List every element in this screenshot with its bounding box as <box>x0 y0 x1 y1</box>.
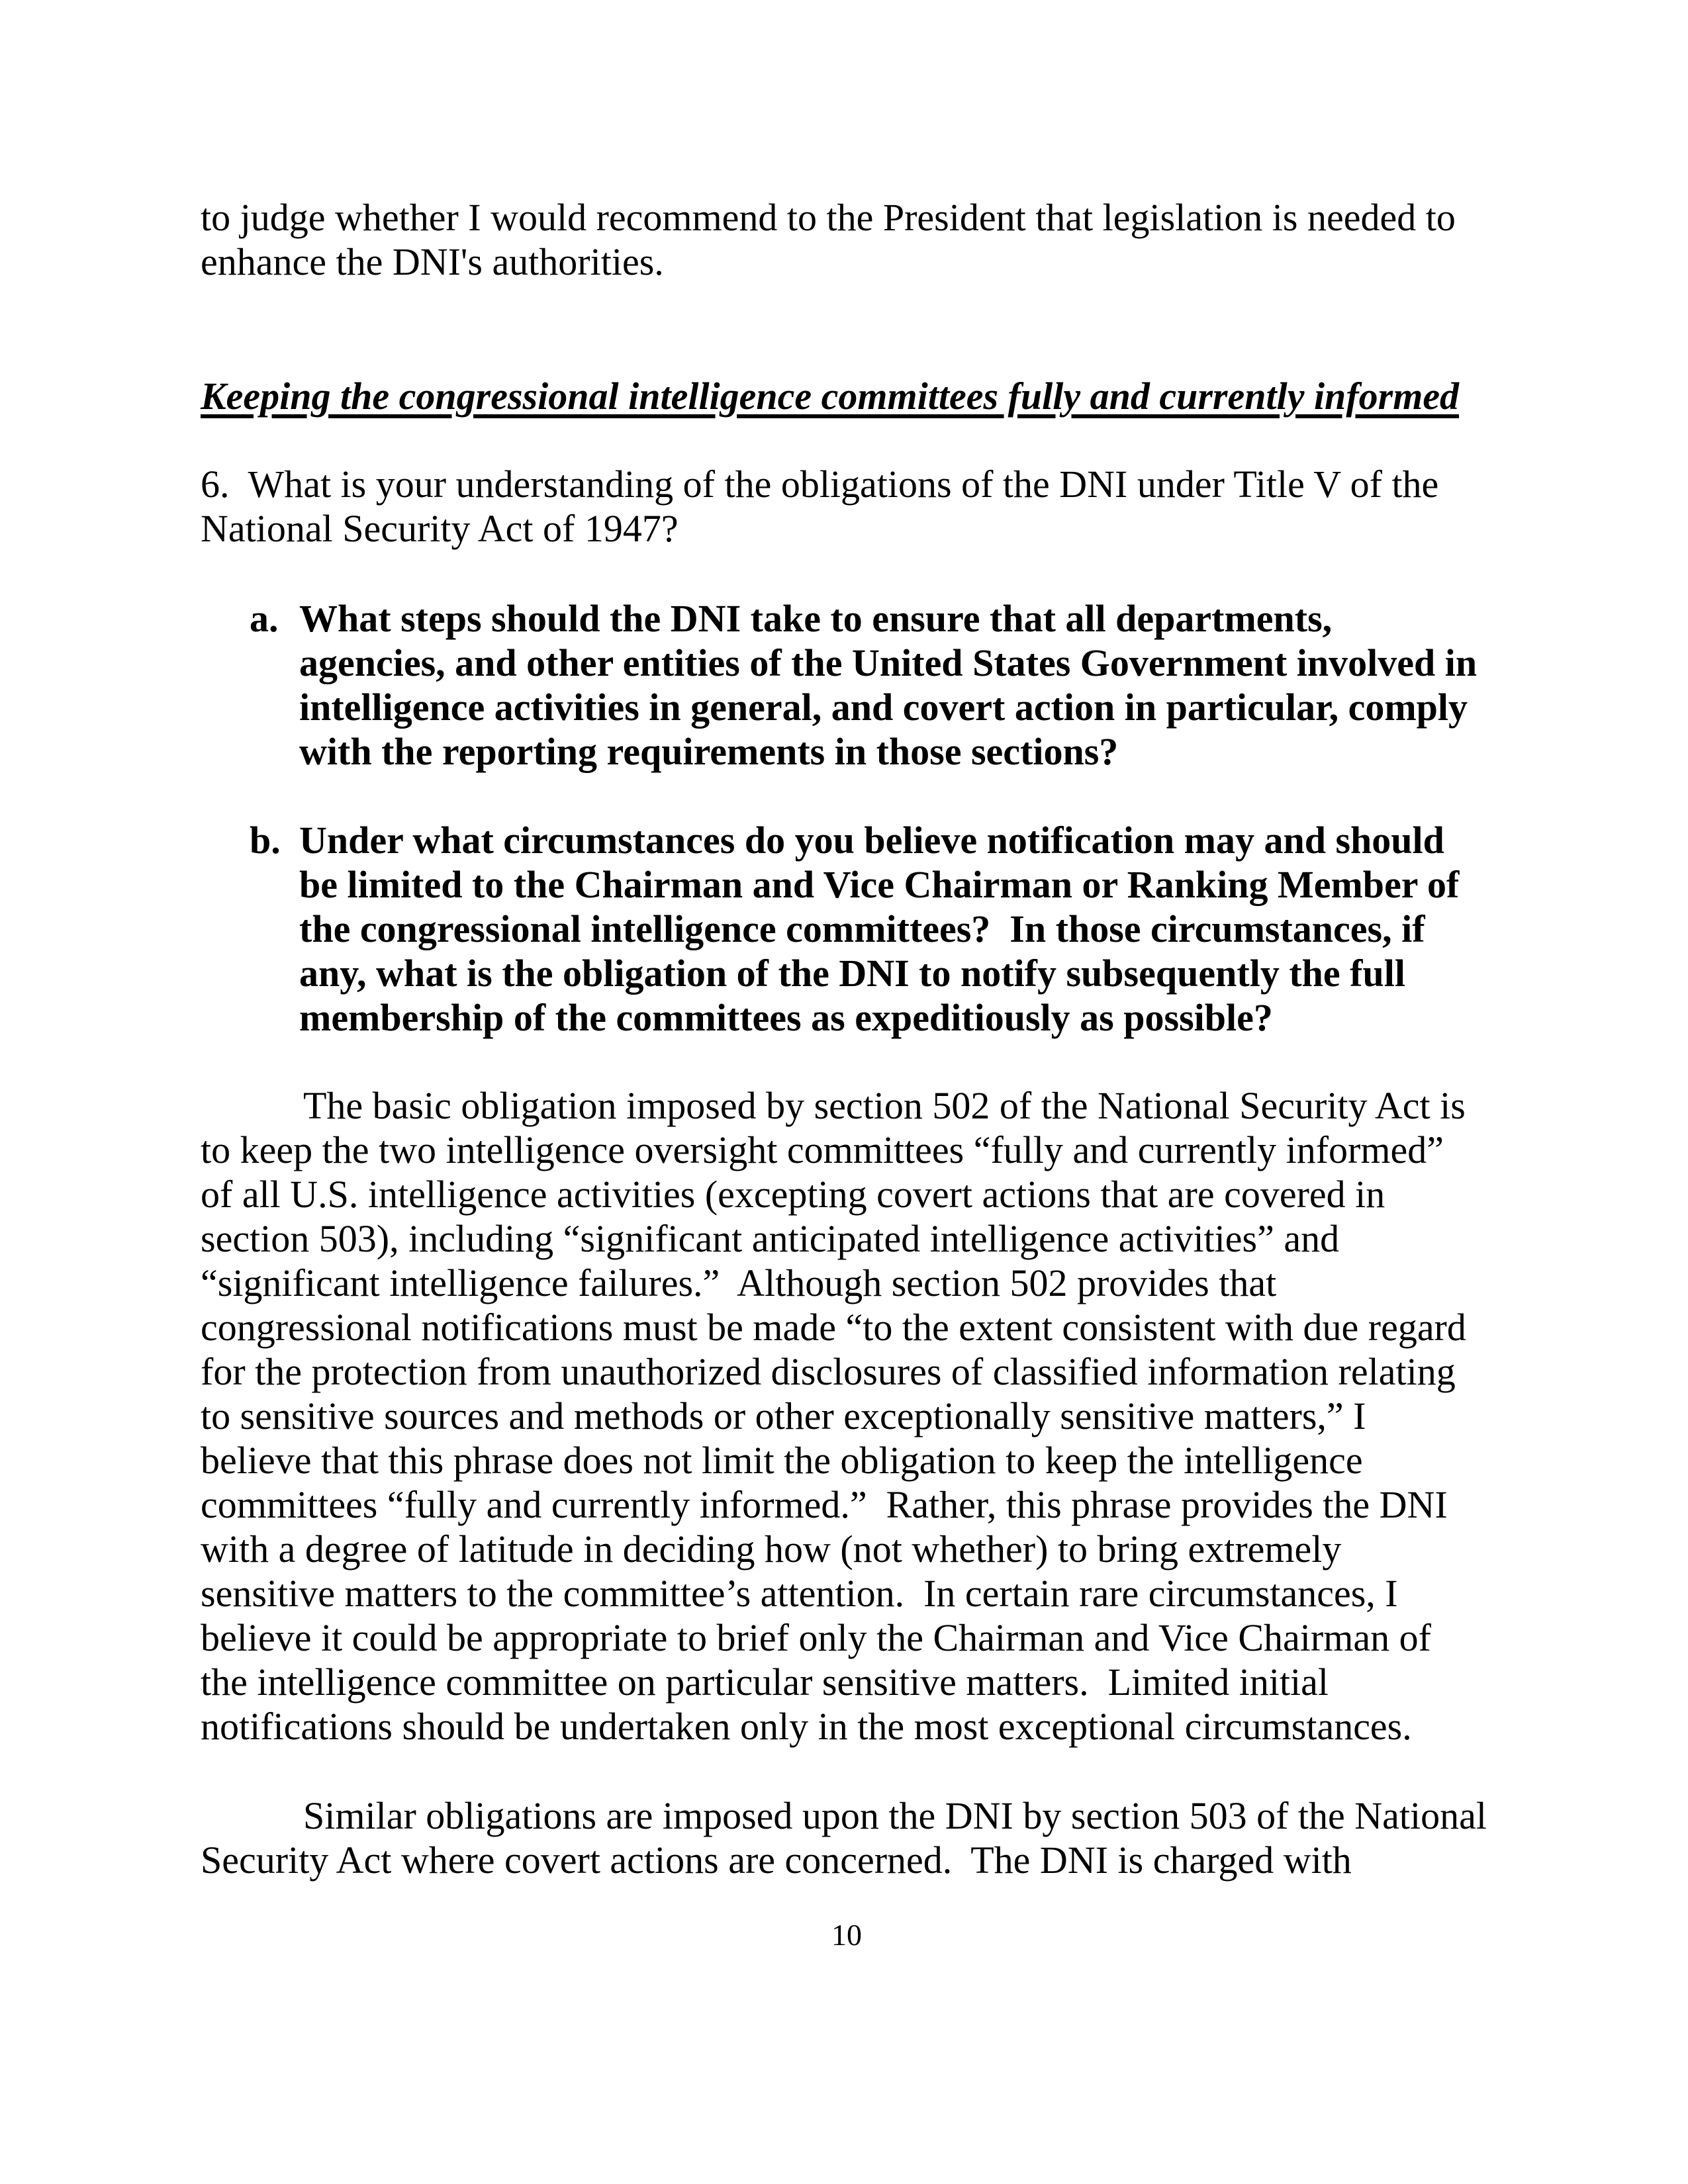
paragraph-line: “significant intelligence failures.” Although section 502 provides that <box>201 1261 1277 1304</box>
sub-question-line: any, what is the obligation of the DNI to notify subsequently the full <box>299 952 1405 995</box>
sub-question-line: the congressional intelligence committees? In those circumstances, if <box>299 907 1425 950</box>
paragraph-line: sensitive matters to the committee’s attention. In certain rare circumstances, I <box>201 1572 1398 1615</box>
section-heading: Keeping the congressional intelligence committees fully and currently informed <box>201 375 1460 418</box>
sub-question-line: agencies, and other entities of the United States Government involved in <box>299 641 1477 684</box>
paragraph-line: to judge whether I would recommend to the President that legislation is needed to <box>201 196 1456 239</box>
question-line: National Security Act of 1947? <box>201 507 679 550</box>
paragraph-line: to keep the two intelligence oversight committees “fully and currently informed” <box>201 1128 1444 1171</box>
paragraph-line: with a degree of latitude in deciding how (not whether) to bring extremely <box>201 1527 1342 1570</box>
question-line: 6. What is your understanding of the obligations of the DNI under Title V of the <box>201 463 1439 506</box>
sub-question-label: a. <box>250 597 279 640</box>
paragraph-line: section 503), including “significant anticipated intelligence activities” and <box>201 1217 1340 1260</box>
paragraph-line: believe that this phrase does not limit the obligation to keep the intelligence <box>201 1439 1363 1482</box>
paragraph-line: enhance the DNI's authorities. <box>201 240 664 283</box>
sub-question-line: membership of the committees as expeditiously as possible? <box>299 996 1273 1039</box>
sub-question-line: intelligence activities in general, and covert action in particular, comply <box>299 686 1468 729</box>
paragraph-line: for the protection from unauthorized disclosures of classified information relating <box>201 1350 1456 1393</box>
paragraph-line: to sensitive sources and methods or other exceptionally sensitive matters,” I <box>201 1394 1366 1437</box>
paragraph-line: notifications should be undertaken only in the most exceptional circumstances. <box>201 1705 1412 1748</box>
paragraph-line: The basic obligation imposed by section 502 of the National Security Act is <box>303 1084 1466 1127</box>
paragraph-line: believe it could be appropriate to brief only the Chairman and Vice Chairman of <box>201 1616 1431 1659</box>
paragraph-line: congressional notifications must be made “to the extent consistent with due regard <box>201 1306 1466 1349</box>
paragraph-line: committees “fully and currently informed.” Rather, this phrase provides the DNI <box>201 1483 1448 1526</box>
sub-question-line: with the reporting requirements in those sections? <box>299 730 1119 773</box>
paragraph-line: the intelligence committee on particular sensitive matters. Limited initial <box>201 1661 1329 1704</box>
sub-question-label: b. <box>250 819 281 862</box>
page-number: 10 <box>831 1918 862 1952</box>
paragraph-line: Security Act where covert actions are concerned. The DNI is charged with <box>201 1839 1352 1882</box>
paragraph-line: of all U.S. intelligence activities (excepting covert actions that are covered in <box>201 1173 1385 1216</box>
sub-question-line: be limited to the Chairman and Vice Chairman or Ranking Member of <box>299 863 1460 906</box>
sub-question-line: Under what circumstances do you believe notification may and should <box>299 819 1444 862</box>
sub-question-line: What steps should the DNI take to ensure that all departments, <box>299 597 1333 640</box>
paragraph-line: Similar obligations are imposed upon the DNI by section 503 of the National <box>303 1794 1487 1837</box>
